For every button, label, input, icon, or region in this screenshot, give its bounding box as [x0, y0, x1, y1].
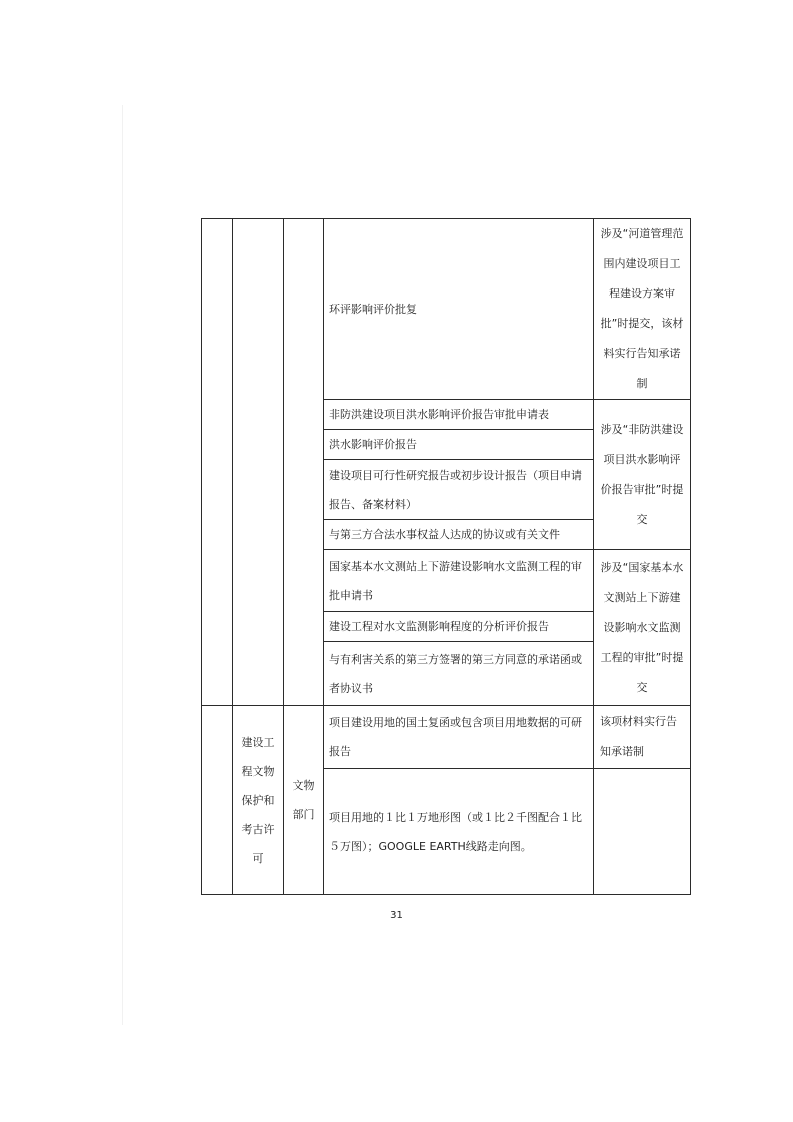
requirement-cell: 项目用地的１比１万地形图（或１比２千图配合１比５万图）；GOOGLE EARTH线路走向图。 — [324, 769, 594, 895]
page-number: 31 — [390, 910, 403, 921]
requirement-cell: 与第三方合法水事权益人达成的协议或有关文件 — [324, 520, 594, 550]
item-cell — [233, 219, 284, 706]
index-cell — [202, 706, 233, 895]
requirement-cell: 项目建设用地的国土复函或包含项目用地数据的可研报告 — [324, 706, 594, 769]
table-row — [202, 219, 691, 400]
requirement-cell: 洪水影响评价报告 — [324, 430, 594, 460]
requirement-cell: 与有利害关系的第三方签署的第三方同意的承诺函或者协议书 — [324, 642, 594, 706]
requirement-cell: 国家基本水文测站上下游建设影响水文监测工程的审批申请书 — [324, 550, 594, 612]
requirement-cell: 建设工程对水文监测影响程度的分析评价报告 — [324, 612, 594, 642]
requirement-cell: 建设项目可行性研究报告或初步设计报告（项目申请报告、备案材料） — [324, 460, 594, 520]
requirements-table — [201, 218, 691, 895]
dept-cell: 文物部门 — [284, 706, 324, 895]
requirement-cell: 非防洪建设项目洪水影响评价报告审批申请表 — [324, 400, 594, 430]
scan-edge-line — [122, 105, 123, 1025]
note-cell — [594, 769, 691, 895]
item-cell: 建设工程文物保护和考古许可 — [233, 706, 284, 895]
requirement-cell: 环评影响评价批复 — [324, 219, 594, 400]
index-cell — [202, 219, 233, 706]
note-cell: 涉及“非防洪建设项目洪水影响评价报告审批”时提交 — [594, 400, 691, 550]
dept-cell — [284, 219, 324, 706]
table-row — [202, 706, 691, 769]
note-cell: 该项材料实行告知承诺制 — [594, 706, 691, 769]
note-cell: 涉及“国家基本水文测站上下游建设影响水文监测工程的审批”时提交 — [594, 550, 691, 706]
note-cell: 涉及“河道管理范围内建设项目工程建设方案审批”时提交，该材料实行告知承诺制 — [594, 219, 691, 400]
